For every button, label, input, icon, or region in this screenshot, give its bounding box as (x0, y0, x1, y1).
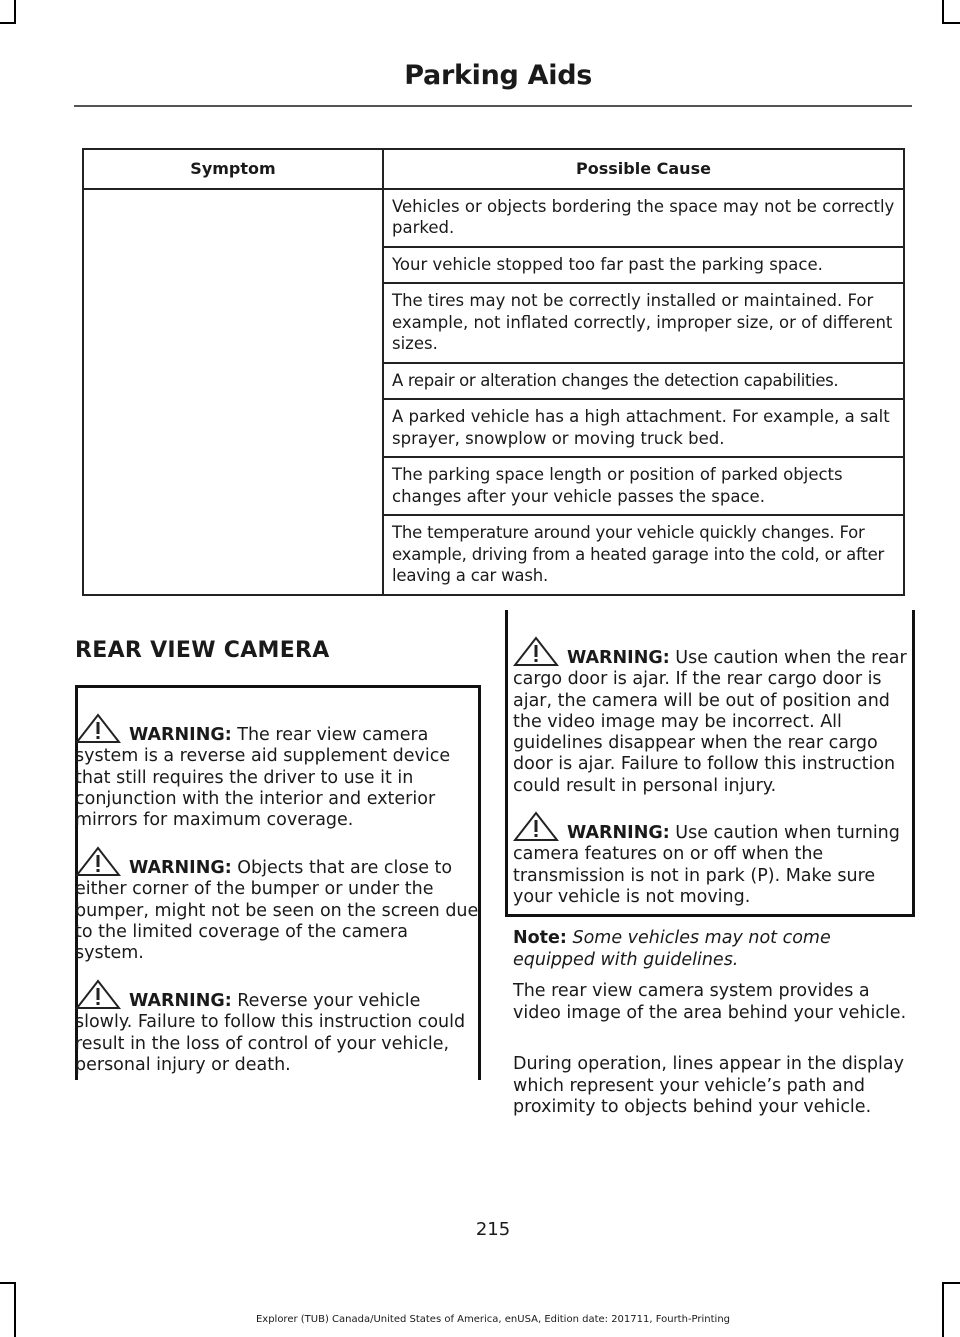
warning-text: Use caution when the rear cargo door is ajar. If the rear cargo door is ajar, the camera will be out of position and the video image may be incorrect. All guidelines disappear when the rear cargo door is ajar. Failure to follow this instruction could result in personal injury. (513, 648, 907, 796)
warning-block (75, 845, 479, 964)
warning-label: WARNING: (567, 823, 670, 843)
cause-cell: A parked vehicle has a high attachment. For example, a salt sprayer, snowplow or moving truck bed. (383, 399, 904, 457)
footer-edition-text: Explorer (TUB) Canada/United States of America, enUSA, Edition date: 201711, Fourth-Printing (255, 1314, 731, 1325)
page-number: 215 (475, 1219, 511, 1240)
table-header-possible-cause: Possible Cause (383, 149, 904, 189)
warning-text: Objects that are close to either corner of the bumper or under the bumper, might not be seen on the screen due to the limited coverage of the camera system. (75, 858, 479, 964)
warning-text: Use caution when turning camera features on or off when the transmission is not in park (P). Make sure your vehicle is not moving. (513, 823, 900, 907)
warning-block (75, 712, 479, 831)
warning-triangle-icon (513, 635, 559, 667)
cause-cell: The tires may not be correctly installed or maintained. For example, not inflated correctly, improper size, or of different sizes. (383, 283, 904, 363)
cause-cell: Vehicles or objects bordering the space may not be correctly parked. (383, 189, 904, 247)
warning-block (513, 635, 911, 797)
warning-text: Reverse your vehicle slowly. Failure to follow this instruction could result in the loss of control of your vehicle, personal injury or death. (75, 991, 466, 1075)
warning-triangle-icon (513, 810, 559, 842)
warning-label: WARNING: (129, 725, 232, 745)
page-section-title: Parking Aids (404, 60, 592, 91)
crop-mark (0, 1282, 16, 1284)
cause-cell: A repair or alteration changes the detection capabilities. (383, 363, 904, 400)
warning-label: WARNING: (567, 648, 670, 668)
warning-block (513, 810, 911, 908)
crop-mark (942, 0, 944, 24)
cause-cell: The parking space length or position of parked objects changes after your vehicle passes the space. (383, 457, 904, 515)
body-paragraph: The rear view camera system provides a video image of the area behind your vehicle. (513, 981, 907, 1023)
cause-cell: The temperature around your vehicle quickly changes. For example, driving from a heated garage into the cold, or after leaving a car wash. (383, 515, 904, 595)
symptom-cell (83, 189, 383, 595)
table-row (83, 189, 904, 247)
cause-cell: Your vehicle stopped too far past the parking space. (383, 247, 904, 284)
symptom-cause-table (82, 148, 905, 596)
header-divider (74, 105, 912, 107)
warning-triangle-icon (75, 845, 121, 877)
crop-mark (942, 1282, 960, 1284)
crop-mark (942, 22, 960, 24)
table-header-symptom: Symptom (83, 149, 383, 189)
note-label: Note: (513, 928, 567, 948)
body-paragraph: During operation, lines appear in the display which represent your vehicle’s path and proximity to objects behind your vehicle. (513, 1054, 904, 1117)
warning-label: WARNING: (129, 991, 232, 1011)
warning-label: WARNING: (129, 858, 232, 878)
warning-triangle-icon (75, 712, 121, 744)
crop-mark (14, 1282, 16, 1337)
warning-triangle-icon (75, 978, 121, 1010)
warning-text: The rear view camera system is a reverse aid supplement device that still requires the driver to use it in conjunction with the interior and exterior mirrors for maximum coverage. (75, 725, 451, 831)
table-header-row (83, 149, 904, 189)
crop-mark (14, 0, 16, 24)
note-paragraph (513, 928, 913, 971)
crop-mark (0, 22, 16, 24)
note-text: Some vehicles may not come equipped with guidelines. (513, 928, 831, 970)
section-heading: REAR VIEW CAMERA (75, 638, 330, 663)
warning-block (75, 978, 479, 1076)
crop-mark (942, 1282, 944, 1337)
